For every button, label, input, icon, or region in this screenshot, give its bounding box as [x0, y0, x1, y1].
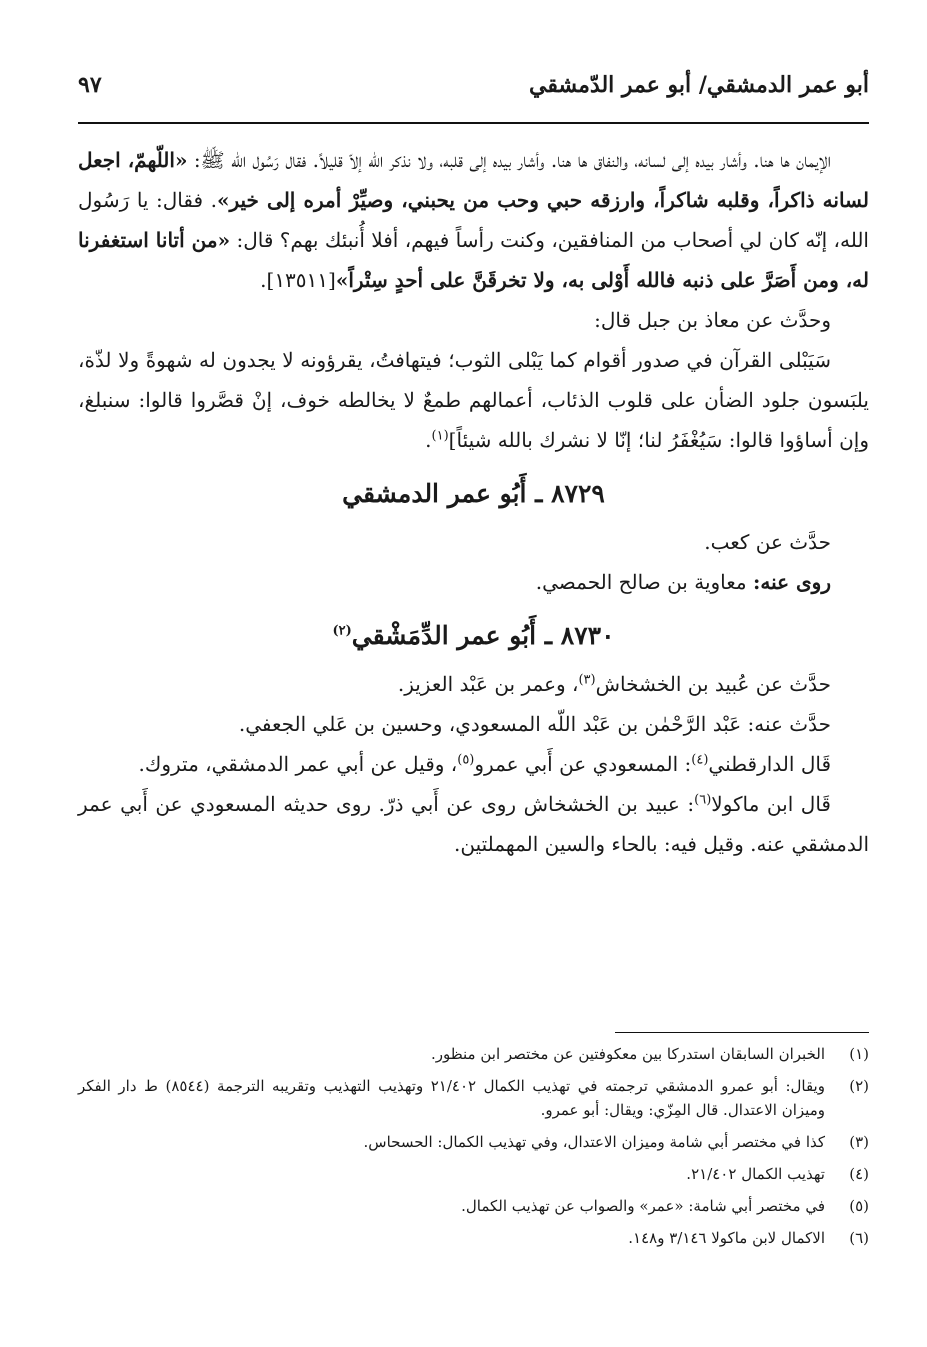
footnote-ref-3: (٣): [578, 672, 596, 688]
footnote-item: [78, 1226, 869, 1250]
entry-title-8729: ٨٧٢٩ ـ أَبُو عمر الدمشقي: [342, 479, 605, 508]
footnote-ref-1: (١): [431, 428, 449, 444]
page-number: ٩٧: [78, 72, 102, 98]
entry-8730-ibn-makula: [78, 784, 869, 864]
footnote-number: (٦): [849, 1229, 869, 1247]
muadh-quote-end: .: [425, 428, 432, 452]
footnotes: [78, 1042, 869, 1258]
footnote-ref-4: (٤): [691, 752, 709, 768]
main-text: [78, 140, 869, 864]
hadith-text-3: [١٣٥١١].: [260, 268, 336, 292]
ibn-makula-text-a: قَال ابن ماكولا: [711, 792, 831, 816]
entry-8729-narrated-from: حدَّث عن كعب.: [704, 530, 831, 554]
header-title: أبو عمر الدمشقي/ أبو عمر الدّمشقي: [529, 72, 869, 98]
footnote-text: كذا في مختصر أبي شامة وميزان الاعتدال، وفي تهذيب الكمال: الحسحاس.: [363, 1133, 825, 1151]
narrated-by-label: روى عنه:: [752, 570, 831, 594]
daraqutni-text-a: قَال الدارقطني: [708, 752, 831, 776]
footnote-ref-6: (٦): [694, 792, 712, 808]
footnote-ref-5: (٥): [457, 752, 475, 768]
footnote-rule: [615, 1032, 869, 1033]
footnote-item: [78, 1074, 869, 1122]
hadith-text-2: . فقال: يا رَسُول الله، إنّه كان لي أصحاب من المنافقين، وكنت رأساً فيهم، أفلا أُنبئك بهم؟ قال:: [78, 188, 869, 252]
daraqutni-text-c: ، وقيل عن أبي عمر الدمشقي، متروك.: [138, 752, 458, 776]
footnote-number: (٤): [849, 1165, 869, 1183]
footnote-item: [78, 1130, 869, 1154]
hadith-bold-2: «من أتانا استغفرنا له، ومن أَصَرَّ على ذنبه فالله أَوْلى به، ولا تخرقَنَّ على أحدٍ سِتْراً»: [78, 228, 869, 292]
muadh-quote-text: سَيَبْلى القرآن في صدور أقوام كما يَبْلى الثوب؛ فيتهافتُ، يقرؤونه لا يجدون له شهوةً ولا لذّة، يلبَسون جلود الضأن على قلوب الذئاب، أعمالهم طمعٌ لا يخالطه خوف، إنْ قصَّروا قالوا: سنبلغ، وإن أساؤوا قالوا: سَيُغْفَرُ لنا؛ إنّا لا نشرك بالله شيئاً]: [78, 348, 869, 452]
entry-8730-narrated-by: حدَّث عنه: عَبْد الرَّحْمٰن بن عَبْد اللّه المسعودي، وحسين بن عَلي الجعفي.: [238, 712, 831, 736]
paragraph-hadith: [78, 140, 869, 300]
entry-8730-line1-b: ، وعمر بن عَبْد العزيز.: [397, 672, 579, 696]
header-rule: [78, 122, 869, 124]
entry-title-8730: [78, 608, 869, 664]
footnote-text: الاكمال لابن ماكولا ٣/١٤٦ و١٤٨.: [628, 1229, 825, 1247]
paragraph-muadh-intro: وحدَّث عن معاذ بن جبل قال:: [594, 308, 831, 332]
narrated-by-text: معاوية بن صالح الحمصي.: [535, 570, 753, 594]
footnote-number: (٥): [849, 1197, 869, 1215]
footnote-number: (١): [849, 1045, 869, 1063]
footnote-item: [78, 1162, 869, 1186]
footnote-number: (٣): [849, 1133, 869, 1151]
footnote-item: [78, 1194, 869, 1218]
daraqutni-text-b: : المسعودي عن أَبي عمرو: [474, 752, 692, 776]
footnote-text: في مختصر أبي شامة: «عمر» والصواب عن تهذيب الكمال.: [461, 1197, 825, 1215]
footnote-ref-2: (٢): [332, 623, 352, 639]
footnote-text: تهذيب الكمال ٢١/٤٠٢.: [686, 1165, 825, 1183]
entry-title-8730-text: ٨٧٣٠ ـ أَبُو عمر الدِّمَشْقي: [351, 621, 615, 650]
ibn-makula-text-b: : عبيد بن الخشخاش روى عن أَبي ذرّ. روى حديثه المسعودي عن أَبي عمر الدمشقي عنه. وقيل فيه: بالحاء والسين المهملتين.: [78, 792, 869, 856]
entry-8729-narrated-by: [78, 562, 869, 602]
footnote-text: ويقال: أبو عمرو الدمشقي ترجمته في تهذيب الكمال ٢١/٤٠٢ وتهذيب التهذيب وتقريبه الترجمة (٨٥٤٤) ط دار الفكر وميزان الاعتدال. قال المِزّي: ويقال: أبو عمرو.: [78, 1077, 825, 1119]
paragraph-muadh-quote: [78, 340, 869, 460]
footnote-number: (٢): [849, 1077, 869, 1095]
hadith-text-1: الإيمان ها هنا. وأشار بيده إلى لسانه، والنفاق ها هنا. وأشار بيده إلى قلبه، ولا نذكر الله إلاّ قليلاً. فقال رَسُول الله ﷺ:: [187, 148, 831, 172]
hadith-bold-1: «اللّهمّ، اجعل لسانه ذاكراً، وقلبه شاكراً، وارزقه حبي وحب من يحبني، وصيِّرْ أمره إلى خير»: [78, 148, 869, 212]
entry-8730-daraqutni: [78, 744, 869, 784]
running-header: [78, 70, 869, 110]
entry-8730-narrated-from: [78, 664, 869, 704]
footnote-item: [78, 1042, 869, 1066]
entry-8730-line1-a: حدَّث عن عُبيد بن الخشخاش: [595, 672, 831, 696]
footnote-text: الخبران السابقان استدركا بين معكوفتين عن مختصر ابن منظور.: [430, 1045, 825, 1063]
